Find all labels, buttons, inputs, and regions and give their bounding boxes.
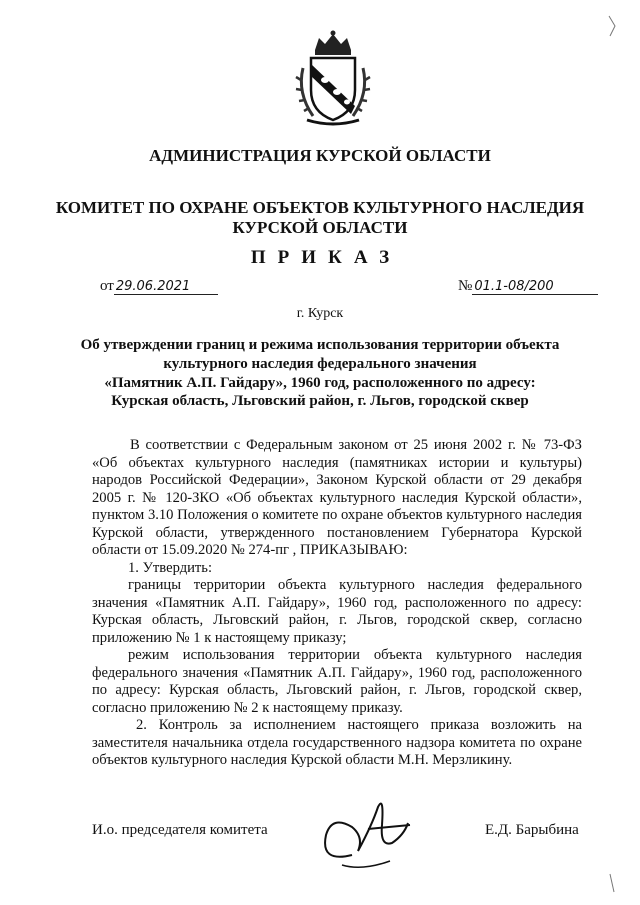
item1-heading: 1. Утвердить:	[128, 559, 213, 576]
city-name: г. Курск	[296, 306, 344, 321]
preamble-paragraph: В соответствии с Федеральным законом от 25 июня 2002 г. № 73-ФЗ «Об объектах культурного наследия (памятниках истории и культуры) народов Российской Федерации», Законом Курской области от 29 декабря 2005 г. № 120-ЗКО «Об объектах культурного наследия Курской области», пунктом 3.10 Положения о комитете по охране объектов культурного наследия Курской области, утвержденного постановлением Губернатора Курской области от 15.09.2020 № 274-пг , ПРИКАЗЫВАЮ:	[92, 437, 582, 558]
date-value: 29.06.2021	[114, 279, 218, 295]
document-body	[92, 437, 582, 770]
subject-line1: Об утверждении границ и режима использования территории объекта	[80, 337, 560, 353]
subject-line2: культурного наследия федерального значения	[163, 355, 477, 372]
committee-name-line1: КОМИТЕТ ПО ОХРАНЕ ОБЪЕКТОВ КУЛЬТУРНОГО НАСЛЕДИЯ	[55, 198, 585, 217]
subject-line4: Курская область, Льговский район, г. Льгов, городской сквер	[111, 393, 529, 410]
number-value: 01.1-08/200	[472, 279, 598, 295]
margin-mark	[606, 14, 618, 38]
signer-name: Е.Д. Барыбина	[485, 822, 579, 838]
item2-control-paragraph: 2. Контроль за исполнением настоящего приказа возложить на заместителя начальника отдела государственного надзора комитета по охране объектов культурного наследия Курской области М.Н. Мерзликину.	[92, 717, 582, 768]
handwritten-signature-icon	[312, 785, 422, 875]
margin-mark	[606, 872, 618, 896]
document-subject	[0, 336, 640, 411]
item1-regime-paragraph: режим использования территории объекта культурного наследия федерального значения «Памятник А.П. Гайдару», 1960 год, расположенного по адресу: Курская область, Льговский район, г. Льгов, городской сквер, согласно приложению № 2 к настоящему приказу.	[92, 647, 582, 716]
committee-name	[0, 198, 640, 238]
document-type-title: ПРИКАЗ	[250, 247, 402, 268]
committee-name-line2: КУРСКОЙ ОБЛАСТИ	[232, 218, 408, 237]
document-date	[100, 278, 218, 295]
signer-position: И.о. председателя комитета	[92, 822, 268, 838]
date-prefix: от	[100, 278, 114, 294]
subject-line3: «Памятник А.П. Гайдару», 1960 год, расположенного по адресу:	[104, 374, 536, 391]
number-prefix: №	[458, 278, 473, 294]
document-number	[458, 278, 598, 295]
item1-borders-paragraph: границы территории объекта культурного наследия федерального значения «Памятник А.П. Гайдару», 1960 год, расположенного по адресу: Курская область, Льговский район, г. Льгов, городской сквер, согласно приложению № 1 к настоящему приказу;	[92, 577, 582, 646]
kursk-coat-of-arms-icon	[293, 28, 373, 128]
organization-name: АДМИНИСТРАЦИЯ КУРСКОЙ ОБЛАСТИ	[149, 146, 491, 165]
